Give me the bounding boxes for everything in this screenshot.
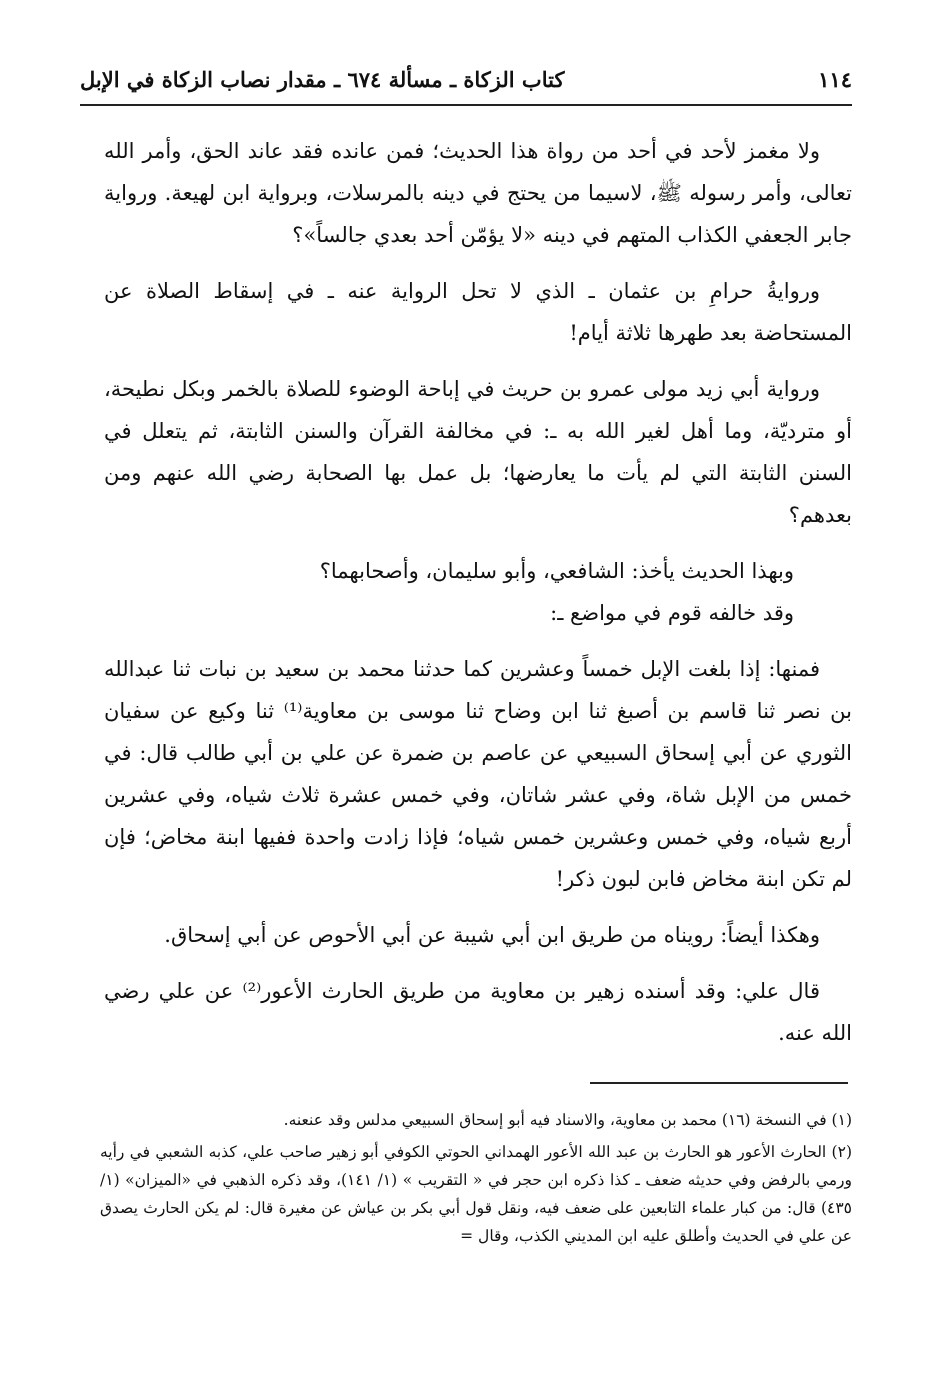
paragraph: وقد خالفه قوم في مواضع ـ: — [550, 601, 794, 625]
header-divider — [80, 104, 852, 106]
page-number: ١١٤ — [818, 66, 852, 92]
paragraph: وهكذا أيضاً: رويناه من طريق ابن أبي شيبة عن أبي الأحوص عن أبي إسحاق. — [164, 923, 820, 947]
paragraph: وبهذا الحديث يأخذ: الشافعي، وأبو سليمان، وأصحابهما؟ — [319, 559, 794, 583]
paragraph: قال علي: وقد أسنده زهير بن معاوية من طريق الحارث الأعور⁽²⁾ عن علي رضي الله عنه. — [104, 979, 852, 1045]
paragraph: وروايةُ حرامِ بن عثمان ـ الذي لا تحل الرواية عنه ـ في إسقاط الصلاة عن المستحاضة بعد طهرها ثلاثة أيام! — [104, 279, 852, 345]
footnote-2: (٢) الحارث الأعور هو الحارث بن عبد الله الأعور الهمداني الحوتي الكوفي أبو زهير صاحب علي، كذبه الشعبي في رأيه ورمي بالرفض وفي حديثه ضعف ـ كذا ذكره ابن حجر في « التقريب » (١/ ١٤١)، وقد ذكره الذهبي في «الميزان» (١/ ٤٣٥) قال: من كبار علماء التابعين على ضعف فيه، ونقل قول أبي بكر بن عياش عن مغيرة قال: لم يكن الحارث يصدق عن علي في الحديث وأطلق عليه ابن المديني الكذب، وقال = — [100, 1143, 852, 1245]
running-title: كتاب الزكاة ـ مسألة ٦٧٤ ـ مقدار نصاب الزكاة في الإبل — [80, 66, 565, 92]
main-text — [104, 130, 852, 1068]
footnote-divider — [590, 1082, 848, 1084]
footnote-1: (١) في النسخة (١٦) محمد بن معاوية، والاسناد فيه أبو إسحاق السبيعي مدلس وقد عنعنه. — [283, 1111, 852, 1129]
page-header — [80, 58, 852, 100]
paragraph: ورواية أبي زيد مولى عمرو بن حريث في إباحة الوضوء للصلاة بالخمر وبكل نطيحة، أو مترديّة، وما أهل لغير الله به ـ: في مخالفة القرآن والسنن الثابتة، ثم يتعلل في السنن الثابتة التي لم يأت ما يعارضها؛ بل عمل بها الصحابة رضي الله عنهم ومن بعدهم؟ — [104, 377, 852, 527]
footnotes — [100, 1106, 852, 1254]
paragraph: فمنها: إذا بلغت الإبل خمساً وعشرين كما حدثنا محمد بن سعيد بن نبات ثنا عبدالله بن نصر ثنا قاسم بن أصبغ ثنا ابن وضاح ثنا موسى بن معاوية⁽¹⁾ ثنا وكيع عن سفيان الثوري عن أبي إسحاق السبيعي عن عاصم بن ضمرة عن علي بن أبي طالب قال: في خمس من الإبل شاة، وفي عشر شاتان، وفي خمس عشرة ثلاث شياه، وفي عشرين أربع شياه، وفي خمس وعشرين خمس شياه؛ فإذا زادت واحدة ففيها ابنة مخاض؛ فإن لم تكن ابنة مخاض فابن لبون ذكر! — [104, 657, 853, 891]
paragraph: ولا مغمز لأحد في أحد من رواة هذا الحديث؛ فمن عانده فقد عاند الحق، وأمر الله تعالى، وأمر رسوله ﷺ، لاسيما من يحتج في دينه بالمرسلات، وبرواية ابن لهيعة. ورواية جابر الجعفي الكذاب المتهم في دينه «لا يؤمّن أحد بعدي جالساً»؟ — [104, 139, 852, 247]
